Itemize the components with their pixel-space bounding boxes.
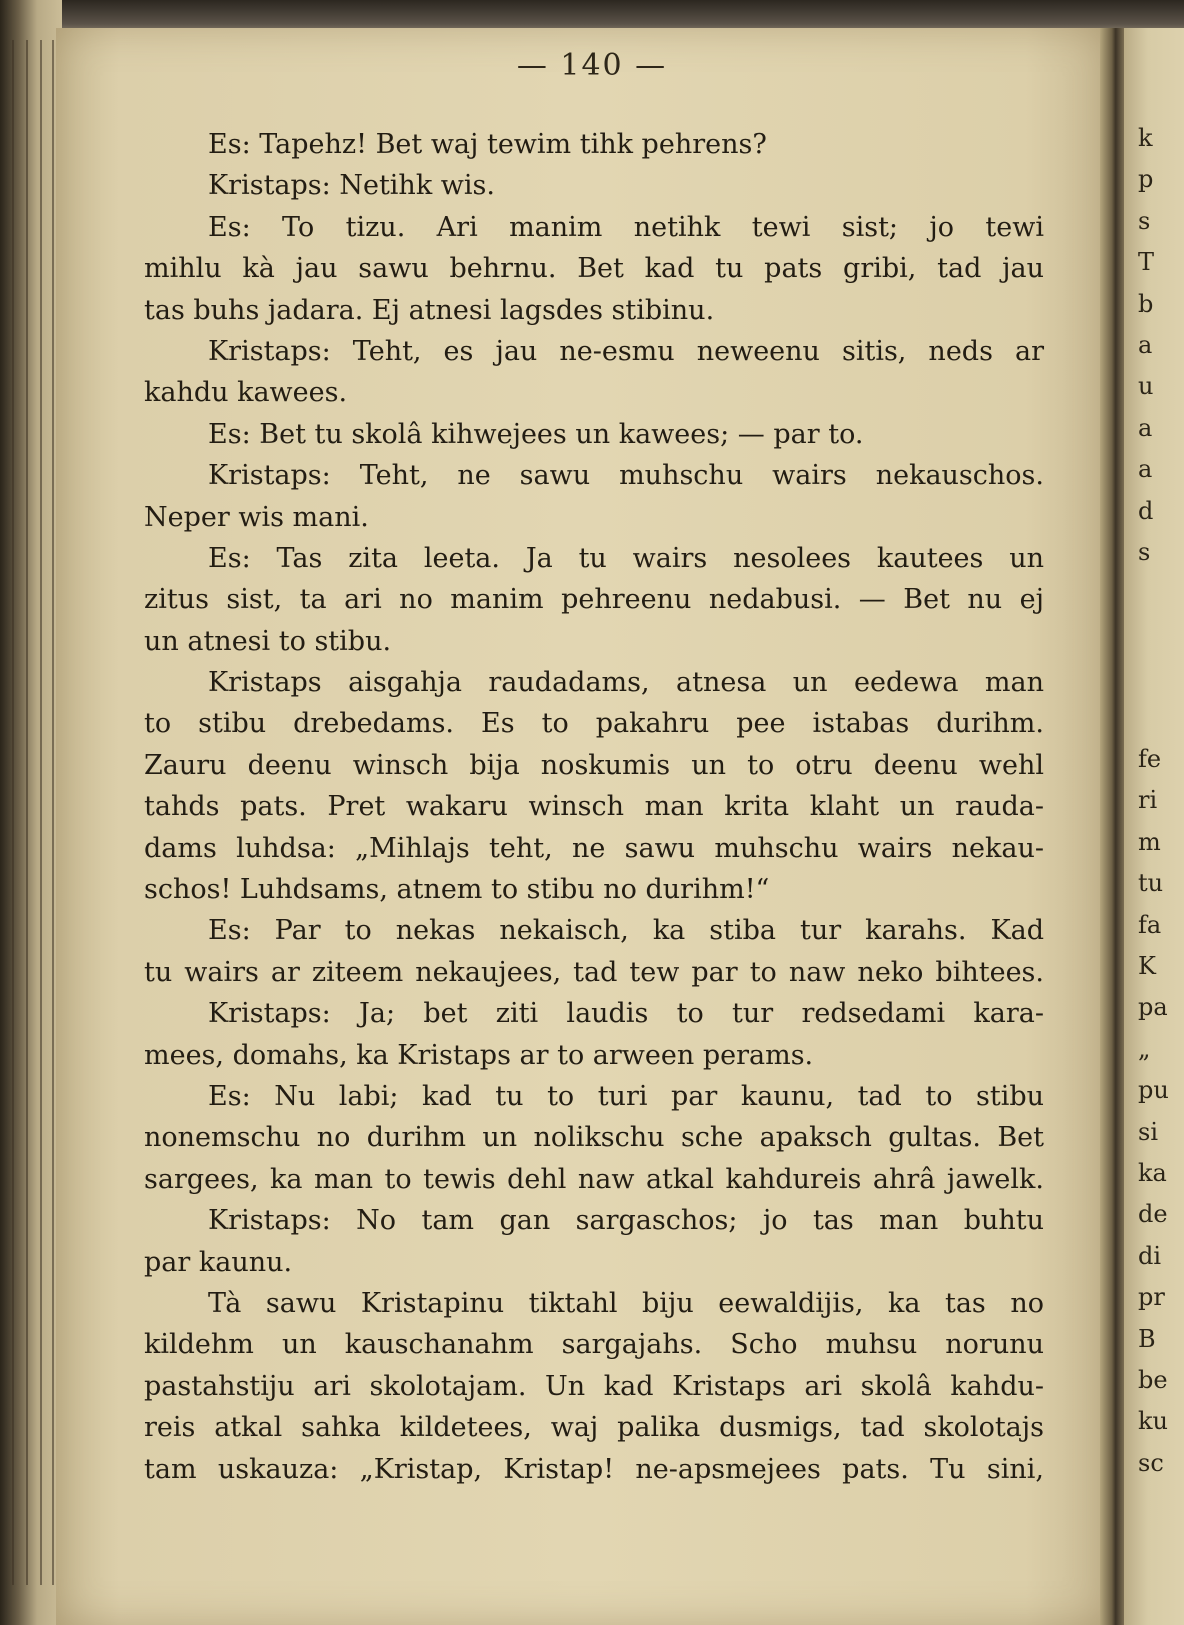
facing-text-fragment: de	[1138, 1200, 1168, 1229]
text-line: Kristaps: Teht, es jau ne-esmu neweenu sitis, neds ar	[208, 335, 1044, 367]
facing-text-fragment: sc	[1138, 1448, 1164, 1477]
facing-text-fragment: di	[1138, 1241, 1162, 1270]
facing-text-fragment: u	[1138, 372, 1154, 401]
facing-text-fragment: a	[1138, 331, 1153, 359]
text-line: Zauru deenu winsch bija noskumis un to otru deenu wehl	[144, 749, 1044, 781]
facing-text-fragment: K	[1138, 952, 1156, 980]
facing-text-fragment: pa	[1138, 993, 1168, 1022]
text-line: pastahstiju ari skolotajam. Un kad Kristaps ari skolâ kahdu-	[144, 1370, 1044, 1402]
text-line: to stibu drebedams. Es to pakahru pee istabas durihm.	[144, 708, 1044, 740]
text-line: Es: Par to nekas nekaisch, ka stiba tur karahs. Kad	[208, 915, 1044, 947]
facing-text-fragment: „	[1138, 1034, 1151, 1063]
text-line: mihlu kà jau sawu behrnu. Bet kad tu pats gribi, tad jau	[144, 253, 1044, 285]
facing-text-fragment: ka	[1138, 1159, 1167, 1187]
facing-text-fragment: be	[1138, 1366, 1168, 1394]
text-line: Neper wis mani.	[144, 501, 369, 533]
facing-text-fragment: m	[1138, 827, 1161, 856]
text-line: Kristaps: Netihk wis.	[208, 170, 495, 202]
text-line: par kaunu.	[144, 1246, 293, 1278]
facing-text-fragment: T	[1138, 248, 1155, 277]
facing-text-fragment: si	[1138, 1117, 1158, 1146]
text-line: schos! Luhdsams, atnem to stibu no durihm!“	[144, 874, 770, 906]
facing-text-fragment: s	[1138, 206, 1151, 235]
text-line: tu wairs ar ziteem nekaujees, tad tew par to naw neko bihtees.	[144, 956, 1044, 988]
facing-text-fragment: B	[1138, 1324, 1156, 1353]
page-text	[144, 124, 1044, 1490]
text-line: kahdu kawees.	[144, 377, 348, 409]
text-line: Es: Bet tu skolâ kihwejees un kawees; — par to.	[208, 418, 864, 450]
facing-page	[1124, 28, 1184, 1625]
text-line: Kristaps: No tam gan sargaschos; jo tas man buhtu	[208, 1205, 1044, 1237]
facing-text-fragment: d	[1138, 496, 1154, 525]
text-line: dams luhdsa: „Mihlajs teht, ne sawu muhschu wairs nekau-	[144, 832, 1044, 864]
text-line: tahds pats. Pret wakaru winsch man krita klaht un rauda-	[144, 791, 1044, 823]
text-line: Es: To tizu. Ari manim netihk tewi sist; jo tewi	[208, 211, 1044, 243]
facing-text-fragment: ku	[1138, 1407, 1168, 1436]
page-number: — 140 —	[516, 48, 668, 83]
facing-text-fragment: k	[1138, 124, 1153, 152]
text-line: zitus sist, ta ari no manim pehreenu nedabusi. — Bet nu ej	[144, 584, 1044, 616]
text-line: un atnesi to stibu.	[144, 625, 392, 657]
facing-text-fragment: p	[1138, 165, 1154, 194]
text-line: nonemschu no durihm un nolikschu sche apaksch gultas. Bet	[144, 1122, 1044, 1154]
facing-text-fragment: ri	[1138, 786, 1158, 815]
facing-text-fragment: pu	[1138, 1076, 1169, 1105]
text-line: Tà sawu Kristapinu tiktahl biju eewaldijis, ka tas no	[208, 1287, 1044, 1319]
facing-text-fragment: b	[1138, 289, 1154, 318]
text-line: Kristaps aisgahja raudadams, atnesa un eedewa man	[208, 667, 1044, 699]
text-line: Es: Tas zita leeta. Ja tu wairs nesolees kautees un	[208, 542, 1044, 574]
facing-text-fragment: tu	[1138, 869, 1164, 898]
facing-text-fragment: pr	[1138, 1283, 1165, 1312]
text-line: tam uskauza: „Kristap, Kristap! ne-apsmejees pats. Tu sini,	[144, 1453, 1044, 1485]
text-line: kildehm un kauschanahm sargajahs. Scho muhsu norunu	[144, 1329, 1044, 1361]
page-gutter	[1100, 28, 1126, 1625]
facing-text-fragment: a	[1138, 413, 1153, 442]
text-line: sargees, ka man to tewis dehl naw atkal kahdureis ahrâ jawelk.	[144, 1163, 1044, 1195]
facing-text-fragment: s	[1138, 538, 1151, 566]
text-line: Es: Tapehz! Bet waj tewim tihk pehrens?	[208, 129, 767, 160]
facing-text-fragment: a	[1138, 455, 1153, 484]
text-line: tas buhs jadara. Ej atnesi lagsdes stibinu.	[144, 294, 715, 326]
text-line: mees, domahs, ka Kristaps ar to arween perams.	[144, 1039, 814, 1071]
facing-text-fragment: fa	[1138, 910, 1162, 939]
text-line: Es: Nu labi; kad tu to turi par kaunu, tad to stibu	[208, 1080, 1044, 1112]
text-line: reis atkal sahka kildetees, waj palika dusmigs, tad skolotajs	[144, 1412, 1044, 1444]
text-line: Kristaps: Teht, ne sawu muhschu wairs nekauschos.	[208, 460, 1044, 492]
facing-text-fragment: fe	[1138, 745, 1162, 773]
book-edge	[0, 0, 62, 1625]
text-line: Kristaps: Ja; bet ziti laudis to tur redsedami kara-	[208, 998, 1044, 1030]
